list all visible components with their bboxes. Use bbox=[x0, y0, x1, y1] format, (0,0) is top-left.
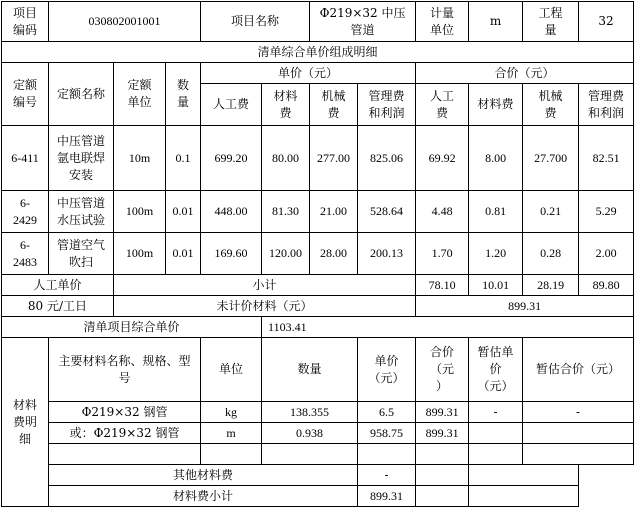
blank-cell bbox=[49, 444, 201, 465]
materials-header-row bbox=[2, 338, 634, 402]
materials-subtotal-value: 899.31 bbox=[358, 486, 416, 507]
table-row bbox=[2, 126, 634, 191]
col-quota-unit: 定额 单位 bbox=[114, 63, 166, 126]
cell-quantity: 0.01 bbox=[166, 233, 201, 275]
materials-col-est-price: 暂估单 价 （元） bbox=[469, 338, 523, 402]
col-quantity: 数 量 bbox=[166, 63, 201, 126]
material-est-total bbox=[523, 423, 634, 444]
col-mgmt: 管理费 和利润 bbox=[358, 84, 416, 126]
material-qty: 138.355 bbox=[262, 402, 358, 423]
cell-labor: 169.60 bbox=[201, 233, 262, 275]
subtotal-material: 10.01 bbox=[469, 275, 523, 296]
cell-quota-unit: 100m bbox=[114, 233, 166, 275]
item-code-label: 项目 编码 bbox=[2, 2, 49, 42]
cell-quota-name: 中压管道 水压试验 bbox=[49, 191, 114, 233]
col-quota-name: 定额名称 bbox=[49, 63, 114, 126]
materials-col-name: 主要材料名称、规格、型 号 bbox=[49, 338, 201, 402]
cell-quota-name: 管道空气 吹扫 bbox=[49, 233, 114, 275]
blank-cell bbox=[416, 486, 469, 507]
col-material: 材料 费 bbox=[262, 84, 310, 126]
cell-material: 120.00 bbox=[262, 233, 310, 275]
materials-col-unit: 单位 bbox=[201, 338, 262, 402]
material-total: 899.31 bbox=[416, 402, 469, 423]
cell-total-mgmt: 82.51 bbox=[579, 126, 634, 191]
subtotal-row bbox=[2, 275, 634, 296]
cell-labor: 699.20 bbox=[201, 126, 262, 191]
materials-col-qty: 数量 bbox=[262, 338, 358, 402]
blank-cell bbox=[201, 444, 262, 465]
quantity-label: 工程 量 bbox=[523, 2, 579, 42]
cell-material: 80.00 bbox=[262, 126, 310, 191]
blank-cell bbox=[416, 465, 469, 486]
labor-rate-value: 80 元/工日 bbox=[2, 296, 114, 317]
materials-subtotal-row bbox=[2, 486, 634, 507]
materials-col-est-total: 暂估合价（元） bbox=[523, 338, 634, 402]
materials-side-label: 材料 费明 细 bbox=[2, 338, 49, 507]
material-total: 899.31 bbox=[416, 423, 469, 444]
column-group-row bbox=[2, 63, 634, 84]
section-title-row bbox=[2, 42, 634, 63]
col-total-labor: 人工 费 bbox=[416, 84, 469, 126]
material-price: 958.75 bbox=[358, 423, 416, 444]
material-qty: 0.938 bbox=[262, 423, 358, 444]
cell-labor: 448.00 bbox=[201, 191, 262, 233]
item-name-value: Φ219×32 中压 管道 bbox=[310, 2, 416, 42]
material-est-total: - bbox=[523, 402, 634, 423]
col-quota-no: 定额 编号 bbox=[2, 63, 49, 126]
materials-subtotal-label: 材料费小计 bbox=[49, 486, 358, 507]
blank-cell bbox=[262, 444, 358, 465]
materials-row bbox=[2, 423, 634, 444]
measure-unit-value: m bbox=[469, 2, 523, 42]
cell-total-machine: 27.700 bbox=[523, 126, 579, 191]
other-materials-row bbox=[2, 465, 634, 486]
table-row bbox=[2, 191, 634, 233]
header-row bbox=[2, 2, 634, 42]
blank-cell bbox=[358, 444, 416, 465]
col-unit-price-group: 单价（元） bbox=[201, 63, 416, 84]
blank-cell bbox=[469, 465, 579, 486]
item-name-label: 项目名称 bbox=[201, 2, 310, 42]
composite-row bbox=[2, 317, 634, 338]
cell-mgmt: 825.06 bbox=[358, 126, 416, 191]
item-code-value: 030802001001 bbox=[49, 2, 201, 42]
labor-rate-label: 人工单价 bbox=[2, 275, 114, 296]
other-materials-value: - bbox=[358, 465, 416, 486]
material-price: 6.5 bbox=[358, 402, 416, 423]
cell-mgmt: 528.64 bbox=[358, 191, 416, 233]
cell-total-mgmt: 2.00 bbox=[579, 233, 634, 275]
blank-cell bbox=[523, 444, 634, 465]
material-est-price: - bbox=[469, 402, 523, 423]
subtotal-label: 小计 bbox=[114, 275, 416, 296]
col-total-machine: 机械 费 bbox=[523, 84, 579, 126]
col-machine: 机械 费 bbox=[310, 84, 358, 126]
cell-quota-name: 中压管道 氩电联焊 安装 bbox=[49, 126, 114, 191]
unpriced-value: 899.31 bbox=[416, 296, 634, 317]
material-unit: m bbox=[201, 423, 262, 444]
cell-material: 81.30 bbox=[262, 191, 310, 233]
cell-total-machine: 0.28 bbox=[523, 233, 579, 275]
cell-quantity: 0.1 bbox=[166, 126, 201, 191]
subtotal-mgmt: 89.80 bbox=[579, 275, 634, 296]
material-name: Φ219×32 钢管 bbox=[49, 402, 201, 423]
blank-cell bbox=[469, 486, 579, 507]
table-row bbox=[2, 233, 634, 275]
materials-blank-row bbox=[2, 444, 634, 465]
cell-total-material: 8.00 bbox=[469, 126, 523, 191]
subtotal-machine: 28.19 bbox=[523, 275, 579, 296]
col-total-material: 材料费 bbox=[469, 84, 523, 126]
composite-value: 1103.41 bbox=[262, 317, 634, 338]
blank-cell bbox=[469, 444, 523, 465]
cell-machine: 277.00 bbox=[310, 126, 358, 191]
material-name: 或：Φ219×32 钢管 bbox=[49, 423, 201, 444]
cell-machine: 21.00 bbox=[310, 191, 358, 233]
cell-quota-no: 6- 2429 bbox=[2, 191, 49, 233]
cell-mgmt: 200.13 bbox=[358, 233, 416, 275]
unpriced-row bbox=[2, 296, 634, 317]
col-total-mgmt: 管理费 和利润 bbox=[579, 84, 634, 126]
cell-total-labor: 1.70 bbox=[416, 233, 469, 275]
section-title: 清单综合单价组成明细 bbox=[2, 42, 634, 63]
cell-total-labor: 4.48 bbox=[416, 191, 469, 233]
cell-machine: 28.00 bbox=[310, 233, 358, 275]
measure-unit-label: 计量 单位 bbox=[416, 2, 469, 42]
cell-total-material: 0.81 bbox=[469, 191, 523, 233]
cell-quota-no: 6- 2483 bbox=[2, 233, 49, 275]
cell-total-material: 1.20 bbox=[469, 233, 523, 275]
materials-col-price: 单价 （元） bbox=[358, 338, 416, 402]
material-unit: kg bbox=[201, 402, 262, 423]
material-est-price bbox=[469, 423, 523, 444]
materials-row bbox=[2, 402, 634, 423]
cell-total-machine: 0.21 bbox=[523, 191, 579, 233]
subtotal-labor: 78.10 bbox=[416, 275, 469, 296]
materials-col-total: 合价 （元 ） bbox=[416, 338, 469, 402]
col-total-price-group: 合价（元） bbox=[416, 63, 634, 84]
cell-quota-no: 6-411 bbox=[2, 126, 49, 191]
other-materials-label: 其他材料费 bbox=[49, 465, 358, 486]
cell-total-labor: 69.92 bbox=[416, 126, 469, 191]
composite-label: 清单项目综合单价 bbox=[2, 317, 262, 338]
unit-price-analysis-table bbox=[1, 1, 634, 507]
cell-quantity: 0.01 bbox=[166, 191, 201, 233]
cell-total-mgmt: 5.29 bbox=[579, 191, 634, 233]
unpriced-label: 未计价材料（元） bbox=[114, 296, 416, 317]
col-labor: 人工费 bbox=[201, 84, 262, 126]
cell-quota-unit: 100m bbox=[114, 191, 166, 233]
quantity-value: 32 bbox=[579, 2, 634, 42]
cell-quota-unit: 10m bbox=[114, 126, 166, 191]
blank-cell bbox=[416, 444, 469, 465]
